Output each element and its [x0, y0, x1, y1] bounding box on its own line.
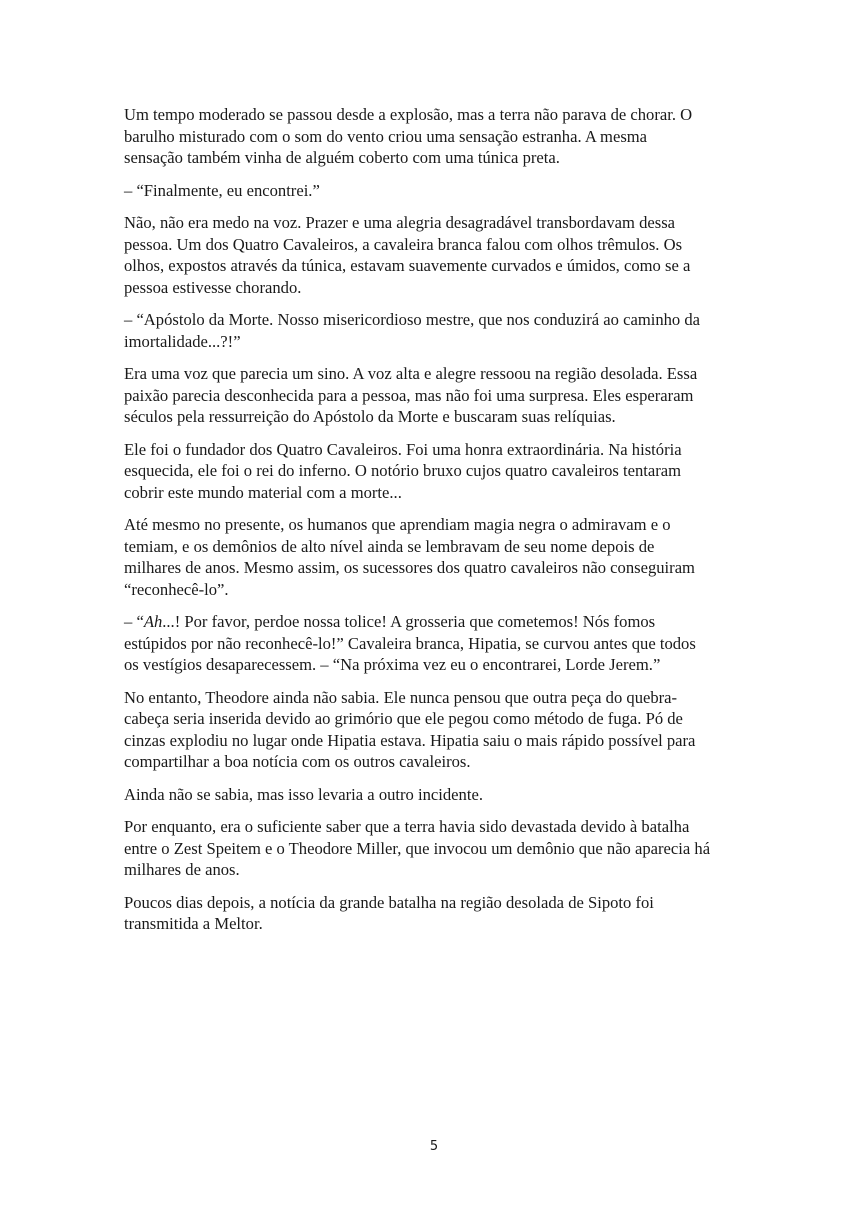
text-line: Um tempo moderado se passou desde a explosão, mas a terra não parava de chorar. O — [124, 105, 693, 124]
paragraph — [124, 104, 754, 169]
text-line: barulho misturado com o som do vento criou uma sensação estranha. A mesma — [124, 126, 648, 146]
text-line: pessoa. Um dos Quatro Cavaleiros, a cavaleira branca falou com olhos trêmulos. Os — [124, 234, 683, 254]
text-line: – “Apóstolo da Morte. Nosso misericordioso mestre, que nos conduzirá ao caminho da — [124, 310, 701, 329]
text-line: olhos, expostos através da túnica, estavam suavemente curvados e úmidos, como se a — [124, 256, 691, 275]
text-line: entre o Zest Speitem e o Theodore Miller, que invocou um demônio que não aparecia há — [124, 838, 711, 858]
paragraph — [124, 212, 754, 298]
page-number: 5 — [429, 1139, 439, 1154]
text-line: Até mesmo no presente, os humanos que aprendiam magia negra o admiravam e o — [124, 515, 671, 534]
text-line: Ele foi o fundador dos Quatro Cavaleiros. Foi uma honra extraordinária. Na história — [124, 439, 682, 459]
text-line: paixão parecia desconhecida para a pessoa, mas não foi uma surpresa. Eles esperaram — [124, 385, 694, 405]
text-line: Por enquanto, era o suficiente saber que a terra havia sido devastada devido à batalha — [124, 817, 690, 836]
body-text — [124, 104, 754, 946]
text-line: sensação também vinha de alguém coberto com uma túnica preta. — [124, 148, 560, 167]
text-line: milhares de anos. — [124, 860, 240, 879]
paragraph — [124, 611, 754, 676]
text-line: Era uma voz que parecia um sino. A voz alta e alegre ressoou na região desolada. Essa — [124, 364, 698, 383]
text-line: – “Ah...! Por favor, perdoe nossa tolice! A grosseria que cometemos! Nós fomos — [124, 612, 656, 631]
paragraph — [124, 514, 754, 600]
text-line: transmitida a Meltor. — [124, 914, 263, 933]
text-line: – “Finalmente, eu encontrei.” — [124, 180, 320, 200]
paragraph — [124, 180, 754, 202]
text-line: imortalidade...?!” — [124, 331, 241, 351]
text-line: compartilhar a boa notícia com os outros cavaleiros. — [124, 752, 471, 771]
text-line: os vestígios desaparecessem. – “Na próxima vez eu o encontrarei, Lorde Jerem.” — [124, 655, 661, 674]
text-line: estúpidos por não reconhecê-lo!” Cavaleira branca, Hipatia, se curvou antes que todos — [124, 633, 696, 653]
text-line: milhares de anos. Mesmo assim, os sucessores dos quatro cavaleiros não conseguiram — [124, 558, 695, 577]
emphasis: Ah — [143, 612, 163, 631]
text-line: “reconhecê-lo”. — [124, 579, 229, 599]
paragraph — [124, 892, 754, 935]
text-line: pessoa estivesse chorando. — [124, 277, 302, 297]
text-line: cabeça seria inserida devido ao grimório que ele pegou como método de fuga. Pó de — [124, 709, 683, 728]
paragraph — [124, 784, 754, 806]
paragraph — [124, 687, 754, 773]
paragraph — [124, 309, 754, 352]
text-line: No entanto, Theodore ainda não sabia. Ele nunca pensou que outra peça do quebra- — [124, 687, 678, 707]
paragraph — [124, 816, 754, 881]
text-line: esquecida, ele foi o rei do inferno. O notório bruxo cujos quatro cavaleiros tentaram — [124, 461, 682, 480]
text-line: Ainda não se sabia, mas isso levaria a outro incidente. — [124, 784, 483, 804]
text-line: Não, não era medo na voz. Prazer e uma alegria desagradável transbordavam dessa — [124, 213, 676, 232]
paragraph — [124, 363, 754, 428]
text-line: cinzas explodiu no lugar onde Hipatia estava. Hipatia saiu o mais rápido possível para — [124, 730, 696, 750]
text-line: séculos pela ressurreição do Apóstolo da Morte e buscaram suas relíquias. — [124, 407, 616, 426]
paragraph — [124, 439, 754, 504]
text-line: temiam, e os demônios de alto nível ainda se lembravam de seu nome depois de — [124, 536, 655, 556]
text-line: cobrir este mundo material com a morte... — [124, 482, 402, 502]
text-line: Poucos dias depois, a notícia da grande batalha na região desolada de Sipoto foi — [124, 892, 654, 912]
